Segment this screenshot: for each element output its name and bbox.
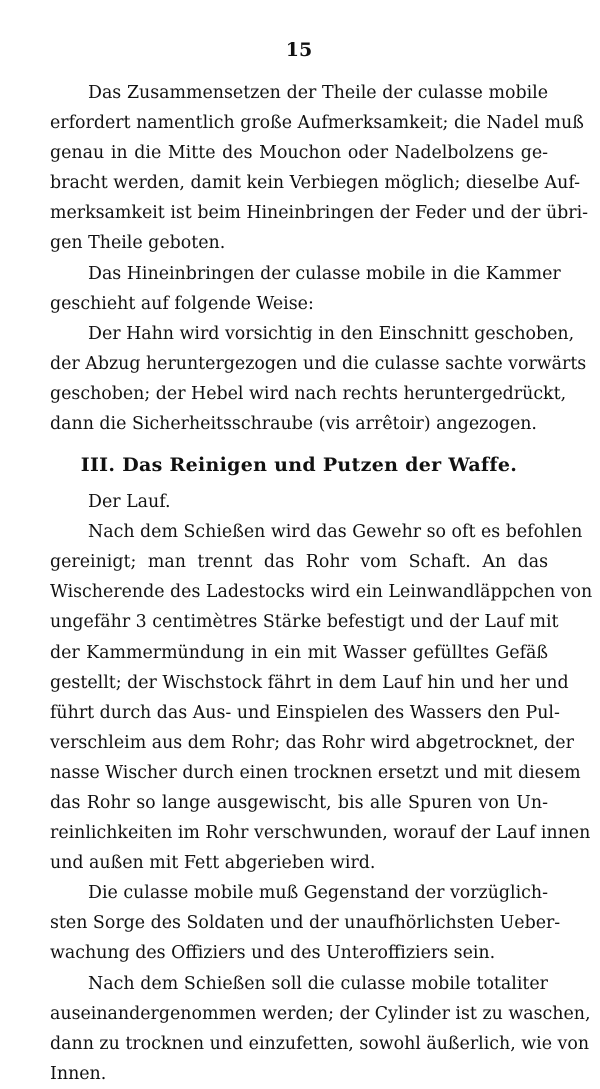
paragraph-cleaning-barrel [50, 517, 593, 878]
paragraph-procedure [50, 319, 587, 439]
page-number: 15 [285, 39, 313, 61]
text-line: der Kammermündung in ein mit Wasser gefülltes Gefäß [50, 642, 548, 663]
text-line: geschoben; der Hebel wird nach rechts heruntergedrückt, [50, 383, 567, 404]
text-line: Nach dem Schießen soll die culasse mobile totaliter [88, 973, 548, 994]
text-line: geschieht auf folgende Weise: [50, 293, 314, 314]
text-line: Die culasse mobile muß Gegenstand der vorzüglich- [88, 883, 548, 904]
paragraph-assembly [50, 78, 589, 259]
text-line: Der Hahn wird vorsichtig in den Einschnitt geschoben, [88, 323, 575, 344]
text-line: Nach dem Schießen wird das Gewehr so oft es befohlen [88, 522, 583, 543]
text-line: bracht werden, damit kein Verbiegen möglich; dieselbe Auf- [50, 173, 581, 194]
text-line: dann zu trocknen und einzufetten, sowohl äußerlich, wie von [50, 1033, 590, 1054]
text-line: auseinandergenommen werden; der Cylinder ist zu waschen, [50, 1003, 591, 1024]
text-line: dann die Sicherheitsschraube (vis arrêtoir) angezogen. [50, 414, 537, 435]
text-line: und außen mit Fett abgerieben wird. [50, 853, 376, 874]
text-line: das Rohr so lange ausgewischt, bis alle Spuren von Un- [50, 792, 548, 813]
subheading: Der Lauf. [88, 492, 171, 513]
text-line: der Abzug heruntergezogen und die culasse sachte vorwärts [50, 353, 587, 374]
text-line: sten Sorge des Soldaten und der unaufhörlichsten Ueber- [50, 913, 561, 934]
paragraph-culasse-care [50, 878, 561, 968]
section-heading: III. Das Reinigen und Putzen der Waffe. [80, 454, 518, 477]
text-line: verschleim aus dem Rohr; das Rohr wird abgetrocknet, der [50, 732, 574, 753]
text-line: wachung des Offiziers und des Unteroffiziers sein. [50, 943, 496, 964]
text-line: gen Theile geboten. [50, 233, 226, 254]
text-line: gestellt; der Wischstock fährt in dem Lauf hin und her und [50, 672, 569, 693]
text-line: reinlichkeiten im Rohr verschwunden, worauf der Lauf innen [50, 823, 591, 844]
text-line: führt durch das Aus- und Einspielen des Wassers den Pul- [50, 702, 560, 723]
text-line: Innen. [50, 1063, 107, 1084]
text-line: gereinigt; man trennt das Rohr vom Schaft. An das [50, 552, 548, 573]
text-line: genau in die Mitte des Mouchon oder Nadelbolzens ge- [50, 143, 548, 164]
text-line: ungefähr 3 centimètres Stärke befestigt und der Lauf mit [50, 612, 559, 633]
text-line: merksamkeit ist beim Hineinbringen der Feder und der übri- [50, 203, 589, 224]
paragraph-disassembly [50, 969, 591, 1089]
text-line: Das Hineinbringen der culasse mobile in die Kammer [88, 263, 561, 284]
text-line: Wischerende des Ladestocks wird ein Leinwandläppchen von [50, 582, 593, 603]
text-line: nasse Wischer durch einen trocknen ersetzt und mit diesem [50, 762, 581, 783]
text-line: erfordert namentlich große Aufmerksamkeit; die Nadel muß [50, 113, 584, 134]
paragraph-insertion [50, 259, 561, 319]
text-line: Das Zusammensetzen der Theile der culasse mobile [88, 83, 548, 103]
